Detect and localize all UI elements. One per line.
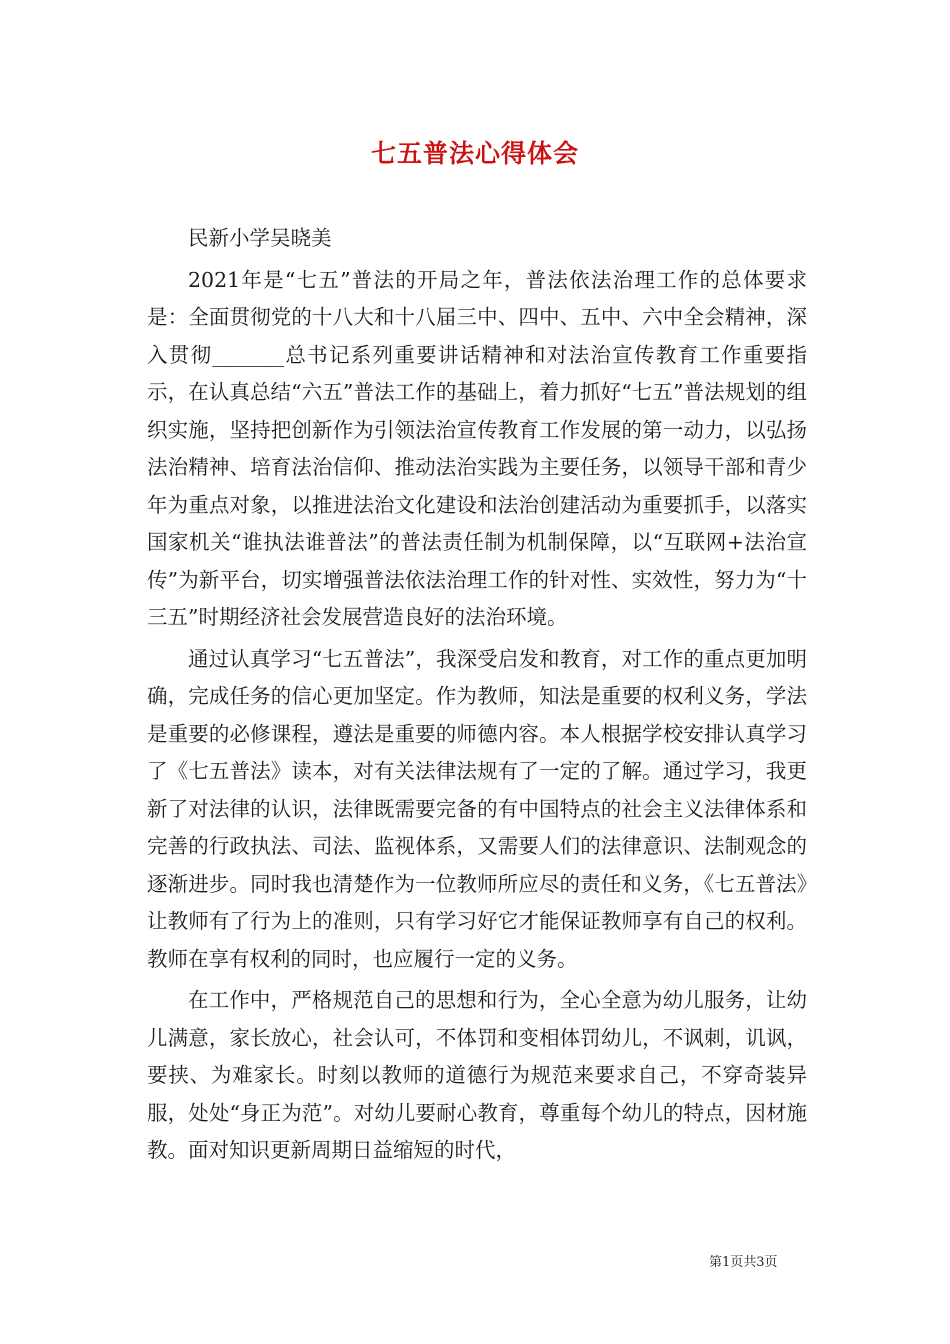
document-title: 七五普法心得体会 bbox=[370, 139, 579, 168]
author-line: 民新小学吴晓美 bbox=[188, 226, 332, 250]
page-indicator: 第1页共3页 bbox=[709, 1255, 778, 1270]
paragraph-3: 在工作中，严格规范自己的思想和行为，全心全意为幼儿服务，让幼儿满意，家长放心，社会认可，不体罚和变相体罚幼儿，不讽刺，讥讽，要挟、为难家长。时刻以教师的道德行为规范来要求自己，不穿奇装异服，处处“身正为范”。对幼儿要耐心教育，尊重每个幼儿的特点，因材施教。面对知识更新周期日益缩短的时代， bbox=[147, 988, 807, 1162]
paragraph-2: 通过认真学习“七五普法”，我深受启发和教育，对工作的重点更加明确，完成任务的信心更加坚定。作为教师，知法是重要的权利义务，学法是重要的必修课程，遵法是重要的师德内容。本人根据学校安排认真学习了《七五普法》读本，对有关法律法规有了一定的了解。通过学习，我更新了对法律的认识，法律既需要完备的有中国特点的社会主义法律体系和完善的行政执法、司法、监视体系，又需要人们的法律意识、法制观念的逐渐进步。同时我也清楚作为一位教师所应尽的责任和义务，《七五普法》让教师有了行为上的准则，只有学习好它才能保证教师享有自己的权利。教师在享有权利的同时，也应履行一定的义务。 bbox=[147, 646, 807, 971]
paragraph-1: 2021年是“七五”普法的开局之年，普法依法治理工作的总体要求是：全面贯彻党的十八大和十八届三中、四中、五中、六中全会精神，深入贯彻_______总书记系列重要讲话精神和对法治宣传教育工作重要指示，在认真总结“六五”普法工作的基础上，着力抓好“七五”普法规划的组织实施，坚持把创新作为引领法治宣传教育工作发展的第一动力，以弘扬法治精神、培育法治信仰、推动法治实践为主要任务，以领导干部和青少年为重点对象，以推进法治文化建设和法治创建活动为重要抓手，以落实国家机关“谁执法谁普法”的普法责任制为机制保障，以“互联网+法治宣传”为新平台，切实增强普法依法治理工作的针对性、实效性，努力为“十三五”时期经济社会发展营造良好的法治环境。 bbox=[147, 267, 807, 629]
document-body bbox=[147, 220, 807, 1170]
